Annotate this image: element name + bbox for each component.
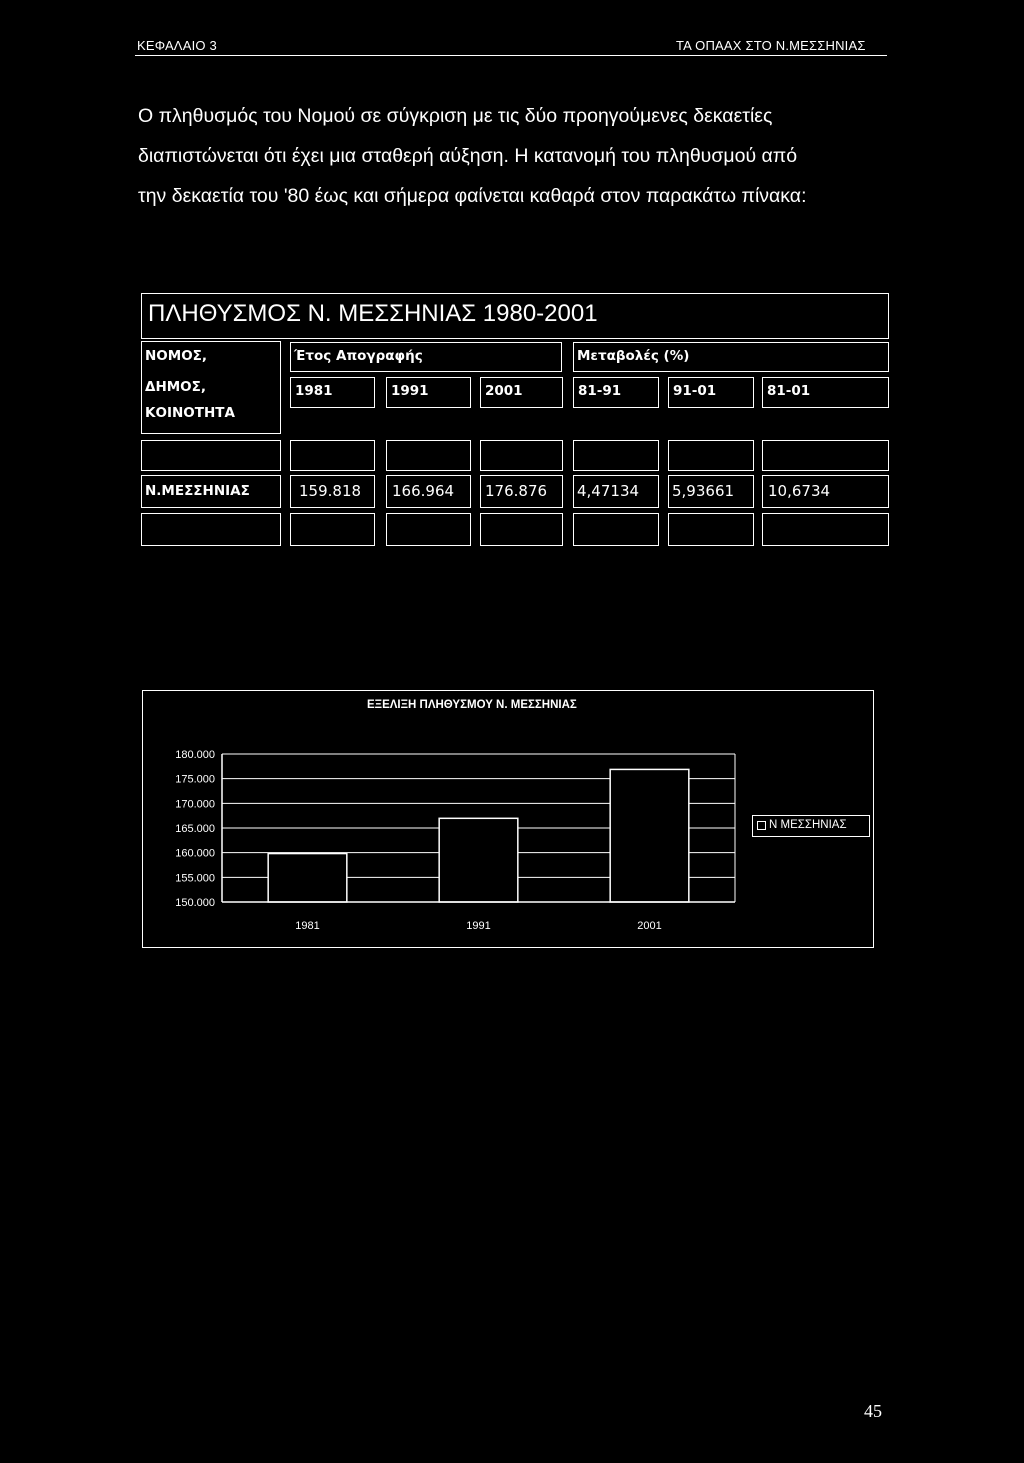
col-header-81-01: 81-01 (762, 377, 889, 408)
census-header: Έτος Απογραφής (294, 348, 423, 364)
value-cell-91-01: 5,93661 (668, 475, 754, 508)
y-tick-label: 170.000 (175, 798, 215, 811)
bar-2001 (610, 769, 689, 902)
bar-1991 (439, 818, 518, 902)
y-tick-label: 160.000 (175, 847, 215, 860)
value-cell-1991: 166.964 (386, 475, 471, 508)
col-header-81-91: 81-91 (573, 377, 659, 408)
legend-label: Ν ΜΕΣΣΗΝΙΑΣ (769, 819, 847, 831)
value-cell-1981: 159.818 (290, 475, 375, 508)
value-cell-2001: 176.876 (480, 475, 563, 508)
col-header-2001: 2001 (480, 377, 563, 408)
bar-1981 (268, 854, 347, 902)
col-header-91-01: 91-01 (668, 377, 754, 408)
y-tick-label: 165.000 (175, 823, 215, 835)
intro-line-2: διαπιστώνεται ότι έχει μια σταθερή αύξηση. Η κατανομή του πληθυσμού από (138, 145, 798, 167)
row-header-koinotita: ΚΟΙΝΟΤΗΤΑ (145, 405, 235, 421)
change-header: Μεταβολές (%) (577, 348, 690, 364)
table-title: ΠΛΗΘΥΣΜΟΣ Ν. ΜΕΣΣΗΝΙΑΣ 1980-2001 (148, 300, 598, 327)
intro-line-3: την δεκαετία του '80 έως και σήμερα φαίνεται καθαρά στον παρακάτω πίνακα: (138, 185, 807, 207)
x-tick-label: 1981 (295, 920, 320, 932)
header-chapter: ΚΕΦΑΛΑΙΟ 3 (137, 38, 217, 53)
row-header-nomos: ΝΟΜΟΣ, (145, 348, 208, 364)
y-tick-label: 155.000 (175, 872, 215, 885)
intro-line-1: Ο πληθυσμός του Νομού σε σύγκριση με τις δύο προηγούμενες δεκαετίες (138, 105, 773, 127)
col-header-1981: 1981 (290, 377, 375, 408)
row-name: Ν.ΜΕΣΣΗΝΙΑΣ (145, 483, 250, 499)
page-number: 45 (864, 1401, 882, 1421)
col-header-1991: 1991 (386, 377, 471, 408)
chart-title: ΕΞΕΛΙΞΗ ΠΛΗΘΥΣΜΟΥ Ν. ΜΕΣΣΗΝΙΑΣ (367, 699, 577, 711)
y-tick-label: 175.000 (175, 773, 215, 786)
row-header-dimos: ΔΗΜΟΣ, (145, 379, 207, 395)
header-section: ΤΑ ΟΠΑΑΧ ΣΤΟ Ν.ΜΕΣΣΗΝΙΑΣ (676, 38, 866, 53)
y-tick-label: 150.000 (175, 897, 215, 909)
y-tick-label: 180.000 (175, 749, 215, 761)
value-cell-81-01: 10,6734 (762, 475, 889, 508)
x-tick-label: 1991 (466, 920, 491, 932)
chart-legend (752, 815, 870, 837)
legend-swatch-icon (757, 821, 766, 830)
value-cell-81-91: 4,47134 (573, 475, 659, 508)
x-tick-label: 2001 (637, 920, 662, 932)
